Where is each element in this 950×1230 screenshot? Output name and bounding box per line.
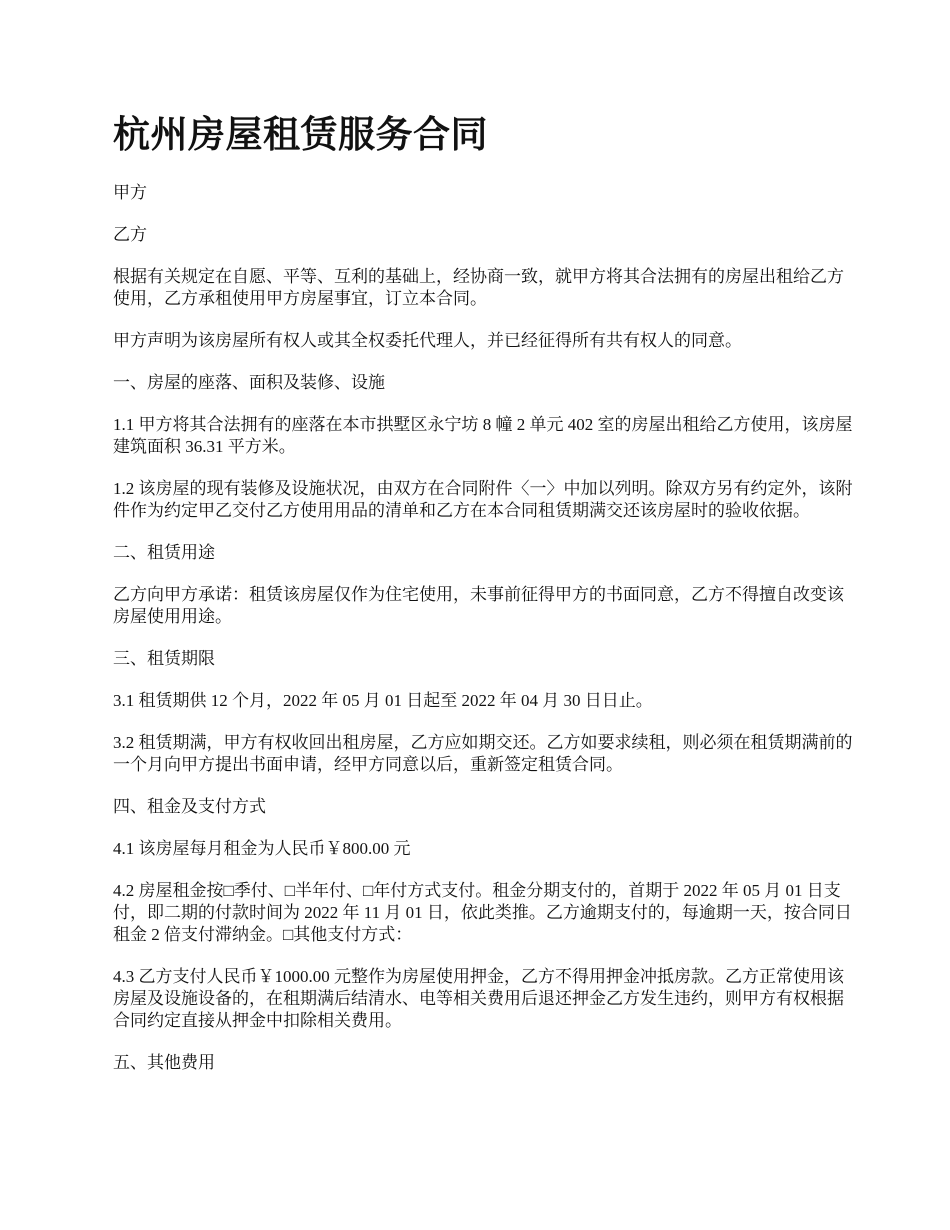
clause-1-2: 1.2 该房屋的现有装修及设施状况，由双方在合同附件〈一〉中加以列明。除双方另有约定外，该附件作为约定甲乙交付乙方使用用品的清单和乙方在本合同租赁期满交还该房屋时的验收依据。 <box>113 479 853 520</box>
party-b-label: 乙方 <box>113 225 147 244</box>
clause-2: 乙方向甲方承诺：租赁该房屋仅作为住宅使用，未事前征得甲方的书面同意，乙方不得擅自改变该房屋使用用途。 <box>113 585 844 626</box>
clause-4-2: 4.2 房屋租金按□季付、□半年付、□年付方式支付。租金分期支付的，首期于 2022 年 05 月 01 日支付，即二期的付款时间为 2022 年 11 月 01 日，依此类推。乙方逾期支付的，每逾期一天，按合同日租金 2 倍支付滞纳金。□其他支付方式： <box>113 881 852 944</box>
clause-1-1: 1.1 甲方将其合法拥有的座落在本市拱墅区永宁坊 8 幢 2 单元 402 室的房屋出租给乙方使用，该房屋建筑面积 36.31 平方米。 <box>113 415 853 456</box>
section-heading-2: 二、租赁用途 <box>113 543 215 562</box>
document-title: 杭州房屋租赁服务合同 <box>113 115 488 156</box>
declaration-paragraph: 甲方声明为该房屋所有权人或其全权委托代理人，并已经征得所有共有权人的同意。 <box>113 331 742 350</box>
party-a-label: 甲方 <box>113 183 147 202</box>
section-heading-5: 五、其他费用 <box>113 1053 215 1072</box>
section-heading-1: 一、房屋的座落、面积及装修、设施 <box>113 373 385 392</box>
clause-3-1: 3.1 租赁期供 12 个月，2022 年 05 月 01 日起至 2022 年 04 月 30 日日止。 <box>113 691 653 710</box>
section-heading-4: 四、租金及支付方式 <box>113 797 266 816</box>
clause-3-2: 3.2 租赁期满，甲方有权收回出租房屋，乙方应如期交还。乙方如要求续租，则必须在租赁期满前的一个月向甲方提出书面申请，经甲方同意以后，重新签定租赁合同。 <box>113 733 853 774</box>
clause-4-3: 4.3 乙方支付人民币￥1000.00 元整作为房屋使用押金，乙方不得用押金冲抵房款。乙方正常使用该房屋及设施设备的，在租期满后结清水、电等相关费用后退还押金乙方发生违约，则甲方有权根据合同约定直接从押金中扣除相关费用。 <box>113 967 844 1030</box>
clause-4-1: 4.1 该房屋每月租金为人民币￥800.00 元 <box>113 839 411 858</box>
preamble-paragraph: 根据有关规定在自愿、平等、互利的基础上，经协商一致，就甲方将其合法拥有的房屋出租给乙方使用，乙方承租使用甲方房屋事宜，订立本合同。 <box>113 267 844 308</box>
document-page <box>113 110 853 1094</box>
section-heading-3: 三、租赁期限 <box>113 649 215 668</box>
